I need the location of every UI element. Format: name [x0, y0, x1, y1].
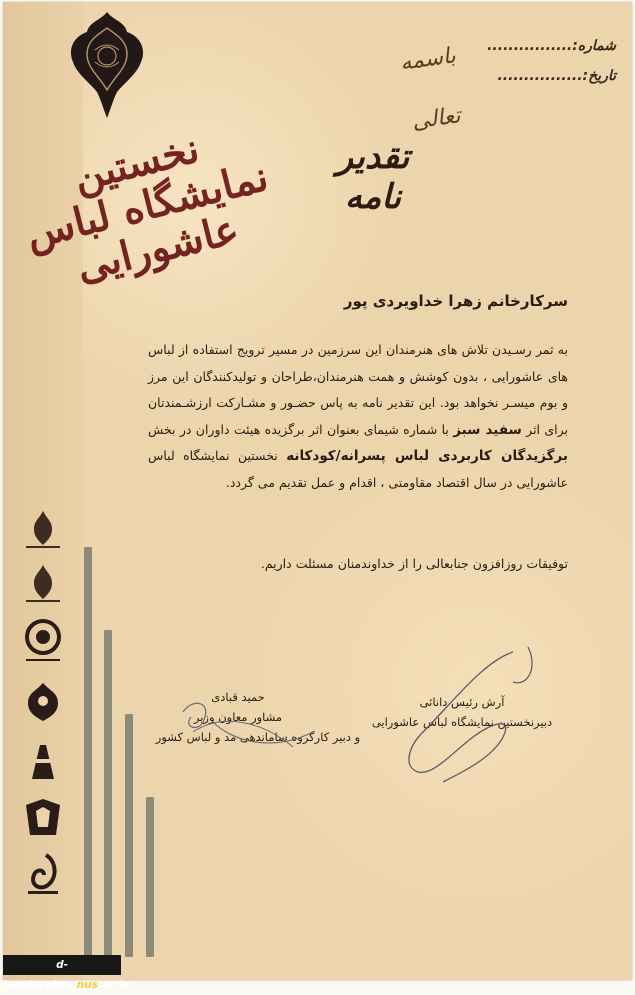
- sponsor-logo-icon: [22, 677, 64, 727]
- number-label: شماره:: [572, 38, 616, 54]
- sponsor-logo-icon: [22, 507, 64, 549]
- certificate-body: [148, 337, 568, 496]
- sponsor-logo-icon: [22, 561, 64, 603]
- footer-prefix: d-bandarabas.: [3, 959, 77, 991]
- number-dots: ................: [487, 38, 573, 54]
- signature-scribble-icon: [363, 642, 563, 792]
- signer-right-name: آرش رئیس دانائی: [419, 695, 505, 709]
- footer-url-tag: [3, 955, 129, 991]
- date-label: تاریخ:: [582, 68, 616, 84]
- signer-left-role-1: مشاور معاون وزیر: [193, 710, 283, 724]
- sponsor-logo-icon: [22, 739, 64, 783]
- body-part-2: با شماره شیمای بعنوان اثر برگزیده هیئت داوران در بخش: [148, 421, 449, 437]
- body-part-3: نخستین نمایشگاه لباس عاشورایی در سال اقتصاد مقاومتی ، اقدام و عمل تقدیم می گردد.: [148, 448, 568, 490]
- date-dots: ................: [497, 68, 583, 84]
- decor-bar: [125, 714, 133, 957]
- number-field: [487, 38, 616, 54]
- signature-scribble-icon: [173, 692, 323, 762]
- sponsor-logo-icon: [22, 795, 64, 839]
- footer-highlight: nus: [76, 979, 98, 991]
- emblem-icon: [65, 10, 149, 120]
- sponsor-logos: [13, 507, 73, 909]
- sponsor-logo-icon: [22, 851, 64, 897]
- signer-left-role-2: و دبیر کارگروه ساماندهی مد و لباس کشور: [155, 730, 361, 744]
- exhibition-calligraphy: نخستین نمایشگاه لباس عاشورایی: [21, 124, 273, 292]
- footer-suffix: .ac.ir: [98, 979, 129, 991]
- signer-right-role: دبیرنخستین نمایشگاه لباس عاشورایی: [371, 715, 553, 729]
- recipient-name: سرکارخانم زهرا خداویردی پور: [343, 292, 568, 310]
- date-field: [497, 68, 616, 84]
- bismillah: باسمه تعالی: [398, 43, 463, 135]
- decor-bar: [104, 630, 112, 957]
- work-name: سفید سبز: [453, 421, 522, 438]
- closing-line: توفیقات روزافزون جنابعالی را از خداوندمنان مسئلت داریم.: [260, 556, 568, 571]
- certificate-title: تقدیر نامه: [336, 137, 410, 217]
- certificate-page: [3, 2, 632, 980]
- body-part-1: به ثمر رسـیدن تلاش های هنرمندان این سرزمین در مسیر ترویج استفاده از لباس های عاشورایی ، بدون کوشش و همت هنرمندان،طراحان و تولیدکنندگان این مرز و بوم میسـر نخواهد بود. این تقدیر نامه به پاس حضـور و مشـارکت ارزشـمندتان برای اثر: [148, 342, 568, 437]
- signer-left-name: حمید قبادی: [211, 690, 265, 704]
- sponsor-logo-icon: [22, 615, 64, 665]
- decor-bar: [84, 547, 92, 957]
- decor-bar: [146, 797, 154, 957]
- award-category: برگزیدگان کاربردی لباس پسرانه/کودکانه: [286, 448, 568, 464]
